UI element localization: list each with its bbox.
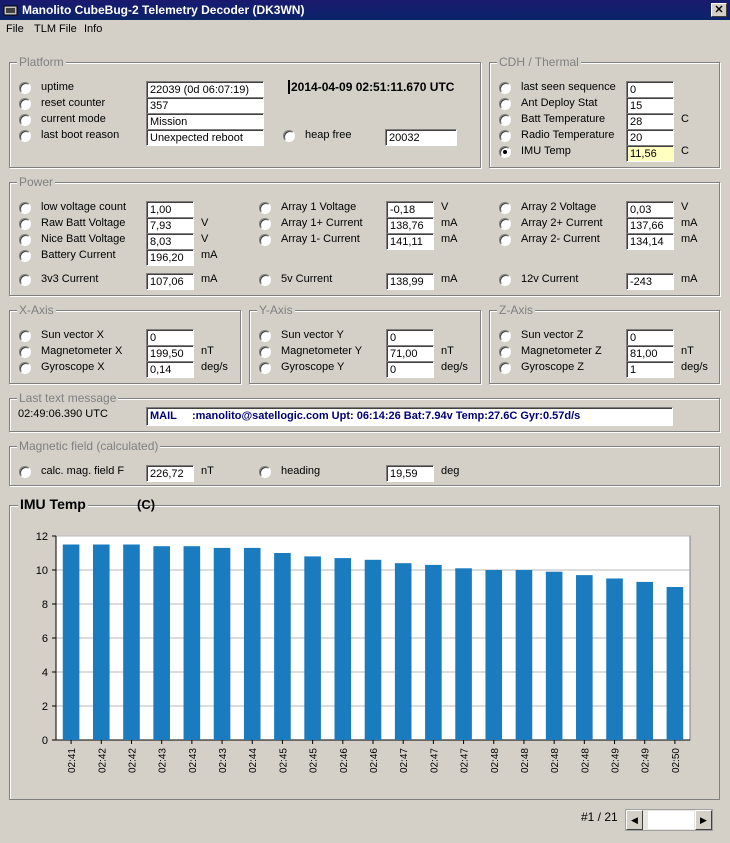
ant-deploy-stat-field: 15 (626, 97, 674, 114)
radio-calc-mag-field[interactable] (19, 466, 31, 478)
battery-current-label: Battery Current (41, 249, 116, 261)
12v-current-unit: mA (681, 273, 698, 285)
y-tick-label: 8 (41, 599, 48, 611)
x-tick-label: 02:50 (670, 748, 682, 774)
battery-current-field: 196,20 (146, 249, 194, 266)
array-1-current-field: 141,11 (386, 233, 434, 250)
array-2-current-label: Array 2- Current (521, 233, 600, 245)
radio-5v-current[interactable] (259, 274, 271, 286)
sun-vector-x-field: 0 (146, 329, 194, 346)
array-2-voltage-unit: V (681, 201, 689, 213)
x-tick-label: 02:47 (459, 748, 471, 774)
calc-mag-field-value: 226,72 (146, 465, 194, 482)
bar (546, 572, 563, 740)
nice-batt-voltage-unit: V (201, 233, 209, 245)
radio-sun-vector-z[interactable] (499, 330, 511, 342)
y-tick-label: 4 (41, 667, 48, 679)
ant-deploy-stat-label: Ant Deploy Stat (521, 97, 598, 109)
3v3-current-unit: mA (201, 273, 218, 285)
bar (244, 548, 261, 740)
5v-current-unit: mA (441, 273, 458, 285)
array-2-voltage-field: 0,03 (626, 201, 674, 218)
scroll-left-icon[interactable]: ◀ (626, 810, 643, 830)
x-tick-label: 02:45 (308, 748, 320, 774)
radio-battery-current[interactable] (19, 250, 31, 262)
battery-current-unit: mA (201, 249, 218, 261)
batt-temperature-label: Batt Temperature (521, 113, 606, 125)
radio-magnetometer-y[interactable] (259, 346, 271, 358)
heading-value: 19,59 (386, 465, 434, 482)
raw-batt-voltage-field: 7,93 (146, 217, 194, 234)
array-2-current-field: 134,14 (626, 233, 674, 250)
radio-raw-batt-voltage[interactable] (19, 218, 31, 230)
radio-magnetometer-z[interactable] (499, 346, 511, 358)
menu-tlm-file[interactable]: TLM File (34, 23, 77, 35)
last-message-text: MAIL :manolito@satellogic.com Upt: 06:14:26 Bat:7.94v Temp:27.6C Gyr:0.57d/s (146, 407, 673, 426)
current-mode-field: Mission (146, 113, 264, 130)
chart-title: IMU Temp (20, 496, 86, 512)
reset-counter-field: 357 (146, 97, 264, 114)
radio-gyroscope-x[interactable] (19, 362, 31, 374)
imu-temp-field: 11,56 (626, 145, 674, 162)
record-scrollbar[interactable] (625, 809, 713, 831)
platform-timestamp: 2014-04-09 02:51:11.670 UTC (288, 80, 454, 94)
radio-array-1-current[interactable] (259, 234, 271, 246)
uptime-label: uptime (41, 81, 75, 93)
heading-label: heading (281, 465, 321, 477)
radio-uptime[interactable] (19, 82, 31, 94)
scroll-right-icon[interactable]: ▶ (695, 810, 712, 830)
array-2-voltage-label: Array 2 Voltage (521, 201, 597, 213)
radio-3v3-current[interactable] (19, 274, 31, 286)
sun-vector-z-label: Sun vector Z (521, 329, 584, 341)
x-tick-label: 02:48 (580, 748, 592, 774)
last-boot-reason-field: Unexpected reboot (146, 129, 264, 146)
radio-heading[interactable] (259, 466, 271, 478)
title-bar (0, 0, 730, 20)
array-2-current-field: 137,66 (626, 217, 674, 234)
radio-last-boot-reason[interactable] (19, 130, 31, 142)
gyroscope-x-label: Gyroscope X (41, 361, 105, 373)
current-mode-label: current mode (41, 113, 106, 125)
bar (214, 548, 231, 740)
x-tick-label: 02:48 (519, 748, 531, 774)
3v3-current-field: 107,06 (146, 273, 194, 290)
radio-nice-batt-voltage[interactable] (19, 234, 31, 246)
uptime-field: 22039 (0d 06:07:19) (146, 81, 264, 98)
last-seen-sequence-label: last seen sequence (521, 81, 616, 93)
x-tick-label: 02:46 (369, 748, 380, 774)
bar (606, 579, 623, 741)
array-2-current-unit: mA (681, 217, 698, 229)
magnetometer-y-unit: nT (441, 345, 454, 357)
radio-heap-free[interactable] (283, 130, 295, 142)
bar (667, 587, 684, 740)
bar (304, 556, 321, 740)
radio-gyroscope-y[interactable] (259, 362, 271, 374)
radio-imu-temp[interactable] (499, 146, 511, 158)
bar (516, 570, 533, 740)
imu-temp-unit: C (681, 145, 689, 157)
array-1-voltage-label: Array 1 Voltage (281, 201, 357, 213)
radio-temperature-field: 20 (626, 129, 674, 146)
array-1-current-label: Array 1- Current (281, 233, 360, 245)
imu-temp-chart (0, 520, 730, 780)
radio-reset-counter[interactable] (19, 98, 31, 110)
y-tick-label: 0 (41, 735, 48, 747)
array-1-current-field: 138,76 (386, 217, 434, 234)
radio-radio-temperature[interactable] (499, 130, 511, 142)
5v-current-label: 5v Current (281, 273, 333, 285)
last-seen-sequence-field: 0 (626, 81, 674, 98)
heap-free-label: heap free (305, 129, 352, 141)
radio-temperature-label: Radio Temperature (521, 129, 615, 141)
radio-last-seen-sequence[interactable] (499, 82, 511, 94)
radio-array-1-voltage[interactable] (259, 202, 271, 214)
magnetometer-z-unit: nT (681, 345, 694, 357)
reset-counter-label: reset counter (41, 97, 106, 109)
raw-batt-voltage-unit: V (201, 217, 209, 229)
last-message-time: 02:49:06.390 UTC (18, 408, 108, 420)
radio-array-1-current[interactable] (259, 218, 271, 230)
x-tick-label: 02:44 (248, 748, 260, 774)
x-tick-label: 02:43 (187, 748, 199, 774)
chart-unit-label: (C) (137, 497, 156, 512)
calc-mag-field-unit: nT (201, 465, 214, 477)
x-axis-title: X-Axis (19, 303, 54, 317)
bar (335, 558, 352, 740)
x-tick-label: 02:42 (127, 748, 139, 774)
bar (153, 546, 170, 740)
array-1-current-unit: mA (441, 233, 458, 245)
gyroscope-z-field: 1 (626, 361, 674, 378)
bar (274, 553, 291, 740)
batt-temperature-unit: C (681, 113, 689, 125)
gyroscope-y-field: 0 (386, 361, 434, 378)
sun-vector-x-label: Sun vector X (41, 329, 104, 341)
radio-magnetometer-x[interactable] (19, 346, 31, 358)
x-tick-label: 02:49 (640, 748, 652, 774)
radio-array-2-current[interactable] (499, 218, 511, 230)
gyroscope-z-unit: deg/s (681, 361, 708, 373)
radio-sun-vector-y[interactable] (259, 330, 271, 342)
x-tick-label: 02:48 (550, 748, 562, 774)
magnetometer-y-field: 71,00 (386, 345, 434, 362)
bar (395, 563, 412, 740)
heading-unit: deg (441, 465, 460, 477)
gyroscope-z-label: Gyroscope Z (521, 361, 584, 373)
5v-current-field: 138,99 (386, 273, 434, 290)
x-tick-label: 02:45 (278, 748, 290, 774)
bar (63, 545, 80, 741)
magnetometer-x-unit: nT (201, 345, 214, 357)
bar (365, 560, 382, 740)
bar (455, 568, 472, 740)
close-icon[interactable]: ✕ (711, 3, 727, 17)
calc-mag-field-label: calc. mag. field F (41, 465, 125, 477)
radio-low-voltage-count[interactable] (19, 202, 31, 214)
12v-current-field: -243 (626, 273, 674, 290)
3v3-current-label: 3v3 Current (41, 273, 99, 285)
imu-temp-label: IMU Temp (521, 145, 571, 157)
gyroscope-x-unit: deg/s (201, 361, 228, 373)
radio-ant-deploy-stat[interactable] (499, 98, 511, 110)
array-2-current-unit: mA (681, 233, 698, 245)
x-tick-label: 02:46 (338, 748, 350, 774)
y-tick-label: 2 (41, 701, 48, 713)
window-title: Manolito CubeBug-2 Telemetry Decoder (DK3WN) (22, 3, 305, 17)
bar (123, 545, 140, 741)
y-axis-title: Y-Axis (259, 303, 293, 317)
menu-file[interactable]: File (6, 23, 24, 35)
x-tick-label: 02:43 (218, 748, 230, 774)
x-tick-label: 02:49 (610, 748, 622, 774)
z-axis-title: Z-Axis (499, 303, 533, 317)
magnetic-field-title: Magnetic field (calculated) (19, 439, 159, 453)
array-1-voltage-unit: V (441, 201, 449, 213)
radio-array-2-current[interactable] (499, 234, 511, 246)
sun-vector-y-field: 0 (386, 329, 434, 346)
low-voltage-count-label: low voltage count (41, 201, 126, 213)
sun-vector-z-field: 0 (626, 329, 674, 346)
radio-array-2-voltage[interactable] (499, 202, 511, 214)
heap-free-field: 20032 (385, 129, 457, 146)
gyroscope-y-label: Gyroscope Y (281, 361, 345, 373)
batt-temperature-field: 28 (626, 113, 674, 130)
magnetometer-z-label: Magnetometer Z (521, 345, 602, 357)
radio-12v-current[interactable] (499, 274, 511, 286)
scroll-thumb[interactable] (648, 811, 694, 829)
last-message-title: Last text message (19, 391, 117, 405)
x-tick-label: 02:48 (489, 748, 501, 774)
radio-current-mode[interactable] (19, 114, 31, 126)
menu-bar (0, 20, 730, 40)
y-tick-label: 6 (41, 633, 48, 645)
x-tick-label: 02:42 (97, 748, 109, 774)
bar (485, 570, 502, 740)
array-2-current-label: Array 2+ Current (521, 217, 603, 229)
cdh-title: CDH / Thermal (499, 55, 579, 69)
gyroscope-y-unit: deg/s (441, 361, 468, 373)
nice-batt-voltage-label: Nice Batt Voltage (41, 233, 126, 245)
record-counter: #1 / 21 (581, 810, 618, 824)
app-icon (3, 3, 19, 17)
array-1-current-unit: mA (441, 217, 458, 229)
menu-info[interactable]: Info (84, 23, 103, 35)
bar (93, 545, 110, 741)
bar (576, 575, 593, 740)
nice-batt-voltage-field: 8,03 (146, 233, 194, 250)
bar (636, 582, 653, 740)
raw-batt-voltage-label: Raw Batt Voltage (41, 217, 126, 229)
x-tick-label: 02:47 (399, 748, 411, 774)
magnetometer-y-label: Magnetometer Y (281, 345, 363, 357)
magnetometer-z-field: 81,00 (626, 345, 674, 362)
y-tick-label: 12 (35, 531, 48, 543)
platform-title: Platform (19, 55, 64, 69)
x-tick-label: 02:43 (157, 748, 169, 774)
low-voltage-count-field: 1,00 (146, 201, 194, 218)
magnetometer-x-field: 199,50 (146, 345, 194, 362)
array-1-current-label: Array 1+ Current (281, 217, 363, 229)
bar (184, 546, 201, 740)
radio-batt-temperature[interactable] (499, 114, 511, 126)
array-1-voltage-field: -0,18 (386, 201, 434, 218)
radio-sun-vector-x[interactable] (19, 330, 31, 342)
x-tick-label: 02:41 (67, 748, 79, 774)
last-boot-reason-label: last boot reason (41, 129, 120, 141)
power-title: Power (19, 175, 54, 189)
radio-gyroscope-z[interactable] (499, 362, 511, 374)
magnetometer-x-label: Magnetometer X (41, 345, 123, 357)
gyroscope-x-field: 0,14 (146, 361, 194, 378)
12v-current-label: 12v Current (521, 273, 579, 285)
bar (425, 565, 442, 740)
y-tick-label: 10 (35, 565, 48, 577)
sun-vector-y-label: Sun vector Y (281, 329, 344, 341)
x-tick-label: 02:47 (429, 748, 441, 774)
